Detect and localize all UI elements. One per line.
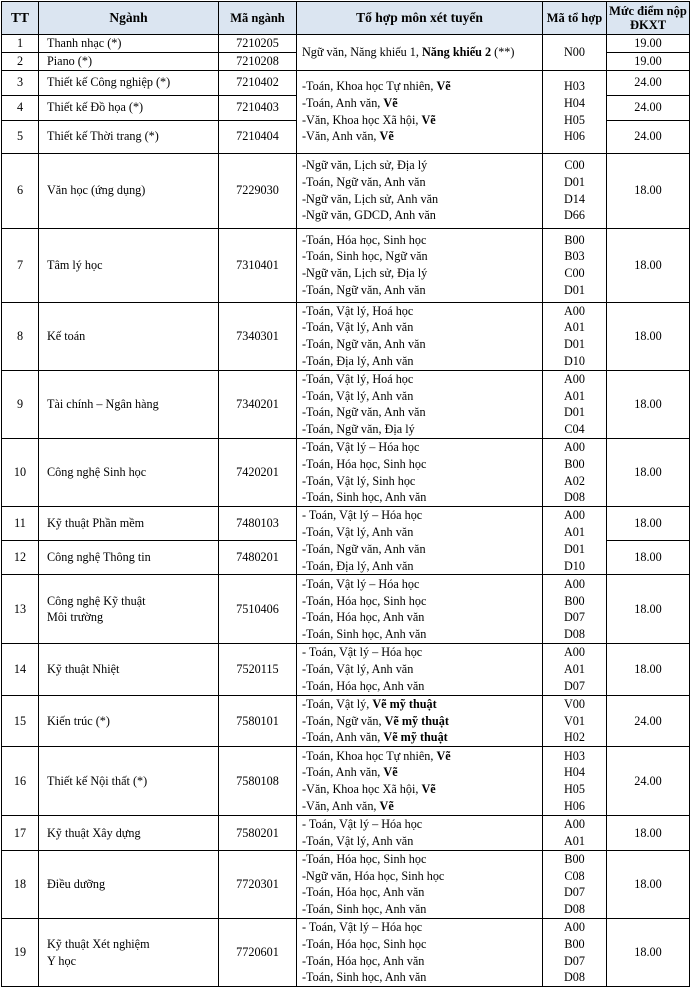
major-name-line: Môi trường	[47, 610, 104, 625]
combination-line: -Ngữ văn, GDCD, Anh văn	[302, 208, 436, 223]
row-number: 8	[2, 302, 39, 370]
major-name: Công nghệ Thông tin	[39, 541, 219, 575]
combination-code: B00	[564, 593, 585, 608]
row-number: 19	[2, 918, 39, 986]
major-name: Thiết kế Thời trang (*)	[39, 120, 219, 153]
combination-text: Ngữ văn, Năng khiếu 1,	[302, 44, 422, 59]
combination-line	[302, 748, 542, 765]
subject-combinations	[297, 695, 543, 746]
major-name: Thiết kế Công nghiệp (*)	[39, 70, 219, 95]
major-name: Văn học (ứng dụng)	[39, 153, 219, 228]
major-name: Điều dưỡng	[39, 850, 219, 918]
row-number: 4	[2, 95, 39, 120]
header-muc-diem: Mức điểm nộp ĐKXT	[607, 2, 690, 35]
admission-table	[1, 1, 690, 987]
major-name: Công nghệ Sinh học	[39, 438, 219, 506]
subject-combinations	[297, 370, 543, 438]
combination-text: -Văn, Anh văn,	[302, 129, 380, 144]
table-row	[2, 507, 690, 541]
major-name: Kế toán	[39, 302, 219, 370]
table-row	[2, 228, 690, 302]
combination-line: -Toán, Hóa học, Sinh học	[302, 232, 427, 247]
combination-code: A01	[564, 524, 585, 539]
row-number: 9	[2, 370, 39, 438]
combination-line	[302, 78, 542, 95]
combination-code: A01	[564, 388, 585, 403]
combination-codes	[543, 438, 607, 506]
combination-code: N00	[564, 44, 585, 59]
combination-line	[302, 713, 542, 730]
combination-code: D01	[564, 405, 585, 420]
major-name: Tài chính – Ngân hàng	[39, 370, 219, 438]
minimum-score: 18.00	[607, 370, 690, 438]
row-number: 17	[2, 816, 39, 851]
combination-code: H02	[564, 730, 585, 745]
combination-code: D08	[564, 902, 585, 917]
major-code: 7520115	[219, 644, 297, 695]
combination-code: D08	[564, 970, 585, 985]
subject-combinations	[297, 35, 543, 71]
major-code: 7420201	[219, 438, 297, 506]
table-row	[2, 35, 690, 53]
combination-codes	[543, 816, 607, 851]
combination-code: B00	[564, 936, 585, 951]
combination-code: D14	[564, 191, 585, 206]
combination-bold-text: Vẽ	[436, 79, 451, 93]
row-number: 15	[2, 695, 39, 746]
combination-text: (**)	[491, 44, 515, 59]
combination-code: H06	[564, 798, 585, 813]
combination-line: -Toán, Sinh học, Anh văn	[302, 490, 427, 505]
subject-combinations	[297, 507, 543, 575]
row-number: 7	[2, 228, 39, 302]
major-code: 7580101	[219, 695, 297, 746]
combination-line	[302, 764, 542, 781]
minimum-score: 24.00	[607, 95, 690, 120]
combination-bold-text: Vẽ	[436, 748, 451, 763]
combination-code: A01	[564, 320, 585, 335]
combination-line: -Toán, Vật lý, Anh văn	[302, 833, 414, 848]
combination-codes	[543, 507, 607, 575]
combination-line: -Toán, Hóa học, Sinh học	[302, 936, 427, 951]
combination-code: A00	[564, 439, 585, 454]
combination-line: -Toán, Vật lý, Anh văn	[302, 320, 414, 335]
combination-code: A00	[564, 508, 585, 523]
combination-bold-text: Vẽ mỹ thuật	[383, 730, 448, 745]
combination-line: -Toán, Vật lý, Hoá học	[302, 303, 414, 318]
combination-line: -Toán, Sinh học, Anh văn	[302, 902, 427, 917]
combination-code: D07	[564, 885, 585, 900]
combination-bold-text: Vẽ	[379, 798, 394, 813]
combination-text: -Toán, Khoa học Tự nhiên,	[302, 748, 437, 763]
subject-combinations	[297, 153, 543, 228]
minimum-score: 18.00	[607, 438, 690, 506]
combination-line: -Toán, Ngữ văn, Anh văn	[302, 541, 426, 556]
major-code: 7580201	[219, 816, 297, 851]
minimum-score: 19.00	[607, 52, 690, 70]
combination-code: H04	[564, 765, 585, 780]
combination-bold-text: Vẽ mỹ thuật	[372, 696, 437, 711]
major-code: 7210208	[219, 52, 297, 70]
combination-code: A00	[564, 303, 585, 318]
major-code: 7229030	[219, 153, 297, 228]
combination-bold-text: Vẽ	[379, 129, 394, 144]
minimum-score: 18.00	[607, 644, 690, 695]
row-number: 16	[2, 747, 39, 816]
header-ma-to-hop: Mã tổ hợp	[543, 2, 607, 35]
minimum-score: 18.00	[607, 302, 690, 370]
major-code: 7480103	[219, 507, 297, 541]
major-code: 7210404	[219, 120, 297, 153]
combination-text: -Văn, Khoa học Xã hội,	[302, 782, 422, 797]
major-code: 7310401	[219, 228, 297, 302]
row-number: 6	[2, 153, 39, 228]
header-nganh: Ngành	[39, 2, 219, 35]
combination-codes	[543, 747, 607, 816]
subject-combinations	[297, 644, 543, 695]
major-name: Thiết kế Nội thất (*)	[39, 747, 219, 816]
minimum-score: 18.00	[607, 153, 690, 228]
combination-code: A01	[564, 833, 585, 848]
combination-line	[302, 112, 542, 129]
combination-line: -Toán, Vật lý – Hóa học	[302, 576, 420, 591]
table-row	[2, 644, 690, 695]
combination-text: -Toán, Anh văn,	[302, 730, 384, 745]
row-number: 13	[2, 575, 39, 644]
row-number: 14	[2, 644, 39, 695]
combination-code: D10	[564, 353, 585, 368]
minimum-score: 24.00	[607, 747, 690, 816]
combination-code: V01	[564, 713, 585, 728]
combination-code: A00	[564, 817, 585, 832]
combination-code: D08	[564, 490, 585, 505]
subject-combinations	[297, 438, 543, 506]
combination-bold-text: Vẽ	[421, 112, 436, 127]
combination-code: A00	[564, 645, 585, 660]
minimum-score: 18.00	[607, 228, 690, 302]
minimum-score: 24.00	[607, 120, 690, 153]
combination-line: -Toán, Ngữ văn, Anh văn	[302, 282, 426, 297]
table-row	[2, 747, 690, 816]
major-name	[39, 575, 219, 644]
combination-bold-text: Vẽ	[383, 765, 398, 780]
combination-line: -Ngữ văn, Hóa học, Sinh học	[302, 868, 445, 883]
combination-line	[302, 128, 542, 145]
combination-code: H04	[564, 95, 585, 110]
minimum-score: 18.00	[607, 918, 690, 986]
minimum-score: 18.00	[607, 850, 690, 918]
combination-codes	[543, 153, 607, 228]
minimum-score: 18.00	[607, 541, 690, 575]
combination-line: -Toán, Ngữ văn, Địa lý	[302, 422, 415, 437]
row-number: 10	[2, 438, 39, 506]
combination-codes	[543, 35, 607, 71]
minimum-score: 19.00	[607, 35, 690, 53]
combination-line: -Toán, Hóa học, Sinh học	[302, 851, 427, 866]
minimum-score: 18.00	[607, 816, 690, 851]
table-row	[2, 438, 690, 506]
combination-line: - Toán, Vật lý – Hóa học	[302, 645, 423, 660]
combination-line: -Toán, Hóa học, Sinh học	[302, 593, 427, 608]
combination-line	[302, 798, 542, 815]
combination-bold-text: Vẽ	[421, 782, 436, 797]
major-name: Kỹ thuật Phần mềm	[39, 507, 219, 541]
row-number: 3	[2, 70, 39, 95]
major-name-line: Công nghệ Kỹ thuật	[47, 593, 146, 608]
combination-line: -Toán, Vật lý, Hoá học	[302, 371, 414, 386]
combination-code: A00	[564, 371, 585, 386]
combination-code: D07	[564, 678, 585, 693]
subject-combinations	[297, 816, 543, 851]
subject-combinations	[297, 918, 543, 986]
combination-line: - Toán, Vật lý – Hóa học	[302, 508, 423, 523]
combination-line: -Ngữ văn, Lịch sử, Địa lý	[302, 158, 428, 172]
combination-line: -Toán, Hóa học, Anh văn	[302, 610, 425, 625]
combination-codes	[543, 695, 607, 746]
major-code: 7210205	[219, 35, 297, 53]
combination-line: -Toán, Hóa học, Anh văn	[302, 885, 425, 900]
major-code: 7720301	[219, 850, 297, 918]
major-name: Kỹ thuật Nhiệt	[39, 644, 219, 695]
combination-code: H06	[564, 129, 585, 144]
combination-code: A00	[564, 919, 585, 934]
combination-line: -Toán, Địa lý, Anh văn	[302, 353, 414, 368]
major-code: 7720601	[219, 918, 297, 986]
major-code: 7510406	[219, 575, 297, 644]
combination-code: D10	[564, 558, 585, 573]
row-number: 5	[2, 120, 39, 153]
combination-line: - Toán, Vật lý – Hóa học	[302, 919, 423, 934]
combination-bold-text: Vẽ mỹ thuật	[384, 713, 449, 728]
combination-line: -Toán, Ngữ văn, Anh văn	[302, 337, 426, 352]
combination-bold-text: Vẽ	[383, 95, 398, 110]
combination-text: -Toán, Vật lý,	[302, 696, 373, 711]
table-row	[2, 918, 690, 986]
major-name-line: Y học	[47, 953, 76, 968]
combination-line: -Ngữ văn, Lịch sử, Anh văn	[302, 191, 439, 206]
combination-code: B03	[564, 249, 585, 264]
row-number: 1	[2, 35, 39, 53]
combination-line: -Toán, Vật lý, Anh văn	[302, 524, 414, 539]
combination-codes	[543, 302, 607, 370]
combination-line: -Ngữ văn, Lịch sử, Địa lý	[302, 266, 428, 281]
table-row	[2, 302, 690, 370]
combination-codes	[543, 228, 607, 302]
combination-code: A00	[564, 576, 585, 591]
combination-line: -Toán, Hóa học, Sinh học	[302, 456, 427, 471]
subject-combinations	[297, 575, 543, 644]
combination-code: V00	[564, 696, 585, 711]
combination-code: A02	[564, 473, 585, 488]
combination-bold-text: Năng khiếu 2	[422, 44, 492, 59]
combination-code: B00	[564, 851, 585, 866]
combination-text: -Toán, Anh văn,	[302, 765, 384, 780]
subject-combinations	[297, 747, 543, 816]
major-name: Tâm lý học	[39, 228, 219, 302]
major-code: 7340301	[219, 302, 297, 370]
combination-line: -Toán, Vật lý, Anh văn	[302, 662, 414, 677]
major-code: 7580108	[219, 747, 297, 816]
combination-code: H05	[564, 112, 585, 127]
table-row	[2, 695, 690, 746]
major-code: 7210403	[219, 95, 297, 120]
major-code: 7210402	[219, 70, 297, 95]
combination-line	[302, 696, 542, 713]
combination-code: D07	[564, 953, 585, 968]
table-row	[2, 575, 690, 644]
combination-code: C00	[564, 158, 585, 172]
combination-line: -Toán, Ngữ văn, Anh văn	[302, 174, 426, 189]
combination-text: -Văn, Khoa học Xã hội,	[302, 112, 422, 127]
combination-code: D01	[564, 337, 585, 352]
row-number: 2	[2, 52, 39, 70]
minimum-score: 24.00	[607, 695, 690, 746]
combination-code: D07	[564, 610, 585, 625]
combination-code: H05	[564, 782, 585, 797]
combination-line: -Toán, Hóa học, Anh văn	[302, 678, 425, 693]
combination-code: C08	[564, 868, 585, 883]
major-name-line: Kỹ thuật Xét nghiệm	[47, 936, 150, 951]
major-name: Thanh nhạc (*)	[39, 35, 219, 53]
header-tt: TT	[2, 2, 39, 35]
combination-line: -Toán, Sinh học, Anh văn	[302, 627, 427, 642]
combination-line: -Toán, Ngữ văn, Anh văn	[302, 405, 426, 420]
minimum-score: 18.00	[607, 575, 690, 644]
combination-code: D01	[564, 174, 585, 189]
combination-code: H03	[564, 79, 585, 93]
combination-code: D01	[564, 541, 585, 556]
combination-line: -Toán, Địa lý, Anh văn	[302, 558, 414, 573]
combination-line: - Toán, Vật lý – Hóa học	[302, 817, 423, 832]
combination-codes	[543, 850, 607, 918]
combination-code: C04	[564, 422, 585, 437]
combination-line: -Toán, Hóa học, Anh văn	[302, 953, 425, 968]
table-row	[2, 816, 690, 851]
combination-code: B00	[564, 456, 585, 471]
major-code: 7480201	[219, 541, 297, 575]
major-name: Thiết kế Đồ họa (*)	[39, 95, 219, 120]
combination-text: -Toán, Anh văn,	[302, 95, 384, 110]
subject-combinations	[297, 70, 543, 153]
combination-code: D01	[564, 282, 585, 297]
combination-codes	[543, 644, 607, 695]
combination-line	[302, 44, 542, 61]
combination-text: -Văn, Anh văn,	[302, 798, 380, 813]
combination-text: -Toán, Ngữ văn,	[302, 713, 385, 728]
table-header-row	[2, 2, 690, 35]
table-row	[2, 153, 690, 228]
row-number: 12	[2, 541, 39, 575]
minimum-score: 18.00	[607, 507, 690, 541]
header-to-hop: Tổ hợp môn xét tuyển	[297, 2, 543, 35]
combination-code: D66	[564, 208, 585, 223]
table-row	[2, 370, 690, 438]
combination-code: H03	[564, 748, 585, 763]
major-name: Kiến trúc (*)	[39, 695, 219, 746]
header-ma-nganh: Mã ngành	[219, 2, 297, 35]
subject-combinations	[297, 228, 543, 302]
combination-line: -Toán, Sinh học, Ngữ văn	[302, 249, 428, 264]
combination-line	[302, 729, 542, 746]
combination-text: -Toán, Khoa học Tự nhiên,	[302, 79, 437, 93]
table-row	[2, 70, 690, 95]
combination-line: -Toán, Vật lý, Anh văn	[302, 388, 414, 403]
subject-combinations	[297, 302, 543, 370]
minimum-score: 24.00	[607, 70, 690, 95]
table-row	[2, 850, 690, 918]
major-code: 7340201	[219, 370, 297, 438]
combination-code: C00	[564, 266, 585, 281]
combination-code: B00	[564, 232, 585, 247]
row-number: 11	[2, 507, 39, 541]
major-name: Kỹ thuật Xây dựng	[39, 816, 219, 851]
row-number: 18	[2, 850, 39, 918]
major-name: Piano (*)	[39, 52, 219, 70]
combination-line: -Toán, Sinh học, Anh văn	[302, 970, 427, 985]
combination-codes	[543, 918, 607, 986]
subject-combinations	[297, 850, 543, 918]
combination-line	[302, 95, 542, 112]
combination-line	[302, 781, 542, 798]
major-name	[39, 918, 219, 986]
combination-line: -Toán, Vật lý, Sinh học	[302, 473, 416, 488]
combination-codes	[543, 370, 607, 438]
combination-codes	[543, 70, 607, 153]
combination-line: -Toán, Vật lý – Hóa học	[302, 439, 420, 454]
combination-code: D08	[564, 627, 585, 642]
combination-codes	[543, 575, 607, 644]
combination-code: A01	[564, 662, 585, 677]
